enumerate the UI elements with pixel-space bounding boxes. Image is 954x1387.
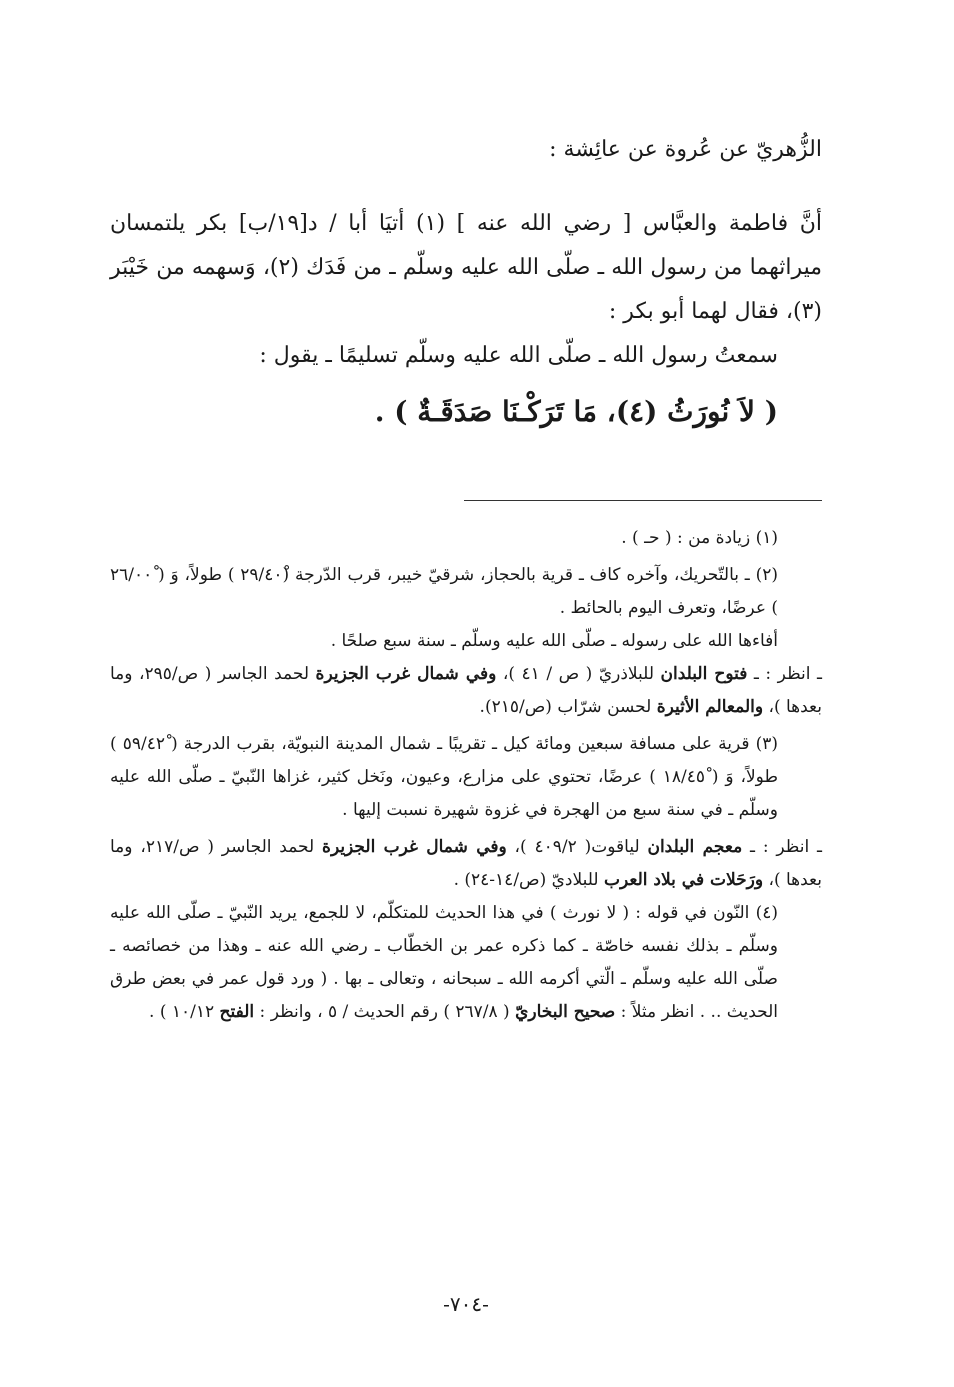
ref-title: ورَحَلات في بلاد العرب (604, 870, 764, 890)
ref-title: صحيح البخاريّ (515, 1002, 616, 1022)
footnote-1: (١) زيادة من : ( حـ ) . (621, 528, 778, 548)
footnote-divider (464, 500, 822, 501)
ref-text: ( ٢٦٧/٨ ) رقم الحديث / ٥ ، وانظر : (254, 1002, 516, 1022)
footnote-text: (٤) النّون في قوله : ( لا نورث ) في هذا الحديث للمتكلّم، لا للجمع، يريد النّبيّ ـ صلّى الله عليه وسلّم ـ بذلك نفسه خاصّة ـ كما ذكره عمر بن الخطّاب ـ رضي الله عنه ـ وهذا من خصائصه ـ صلّى الله عليه وسلّم ـ الّتي أكرمه الله ـ سبحانه ، وتعالى ـ بها . ( ورد قول عمر في بعض طرق الحديث .. . انظر مثلاً : (110, 903, 778, 1022)
ref-prefix: ـ انظر : ـ (742, 837, 822, 857)
ref-title: معجم البلدان (647, 837, 743, 857)
main-text (110, 128, 822, 438)
ref-title: وفي شمال غرب الجزيرة (315, 664, 497, 684)
footnote-3: (٣) قرية على مسافة سبعين ومائة كيل ـ تقريبًا ـ شمال المدينة النبويّة، بقرب الدرجة ( ٥٩/٤٢ْ ) طولاً، وَ ( ١٨/٤٥ْ ) عرضًا، تحتوي على مزارع، وعيون، ونَخل كثير، غزاها النّبيّ ـ صلّى الله عليه وسلّم ـ في سنة سبع من الهجرة في غزوة شهيرة نسبت إليها . (110, 734, 778, 820)
footnote-2-continuation: أفاءها الله على رسوله ـ صلّى الله عليه وسلّم ـ سنة سبع صلحًا . (330, 631, 778, 651)
ref-title: وفي شمال غرب الجزيرة (322, 837, 507, 857)
page-number: -٧٠٤- (443, 1292, 489, 1316)
footnote-2: (٢) ـ بالتّحريك، وآخره كاف ـ قرية بالحجاز، شرقيّ خيبر، قرب الدّرجة (٢٩/٤٠ْ ) طولاً، وَ ( ٢٦/٠٠ْ ) عرضًا، وتعرف اليوم بالحائط . (110, 565, 778, 618)
narration-paragraph: أنَّ فاطمة والعبَّاس [ رضي الله عنه ] (١) أتيَا أبا / د[١٩/ب] بكر يلتمسان ميراثهما من رسول الله ـ صلّى الله عليه وسلّم ـ من فَدَك (٢)، وَسهمه من خَيْبَر (٣)، فقال لهما أبو بكر : (110, 211, 823, 324)
hadith-text: ( لاَ نُورَثُ (٤)، مَا تَرَكْـنَا صَدَقَـةٌ ) . (374, 395, 778, 428)
ref-text: لياقوت( ٤٠٩/٢ )، (506, 837, 648, 857)
ref-text: ١٠/١٢ ) . (149, 1002, 220, 1022)
ref-title: والمعالم الأثيرة (656, 697, 764, 717)
quote-intro: سمعتُ رسول الله ـ صلّى الله عليه وسلّم تسليمًا ـ يقول : (259, 343, 778, 368)
ref-title: الفتح (219, 1002, 255, 1022)
ref-text: لحمد الجاسر ( ص/٢٩٥، وما بعدها )، (110, 664, 822, 717)
footnote-3-references (110, 831, 822, 897)
document-page (110, 0, 822, 1387)
footnote-4 (110, 897, 822, 1029)
ref-text: لحمد الجاسر ( ص/٢١٧، وما بعدها )، (110, 837, 822, 890)
footnotes (110, 522, 822, 1029)
ref-text: للبلاديّ (ص/١٤-٢٤) . (453, 870, 604, 890)
footnote-2-references (110, 658, 822, 724)
isnad-line: الزُّهريّ عن عُروة عن عائِشة : (549, 137, 822, 162)
ref-prefix: ـ انظر : ـ (747, 664, 822, 684)
ref-text: للبلاذريّ ( ص / ٤١ )، (496, 664, 661, 684)
ref-text: لحسن شرّاب (ص/٢١٥). (479, 697, 657, 717)
ref-title: فتوح البلدان (660, 664, 748, 684)
